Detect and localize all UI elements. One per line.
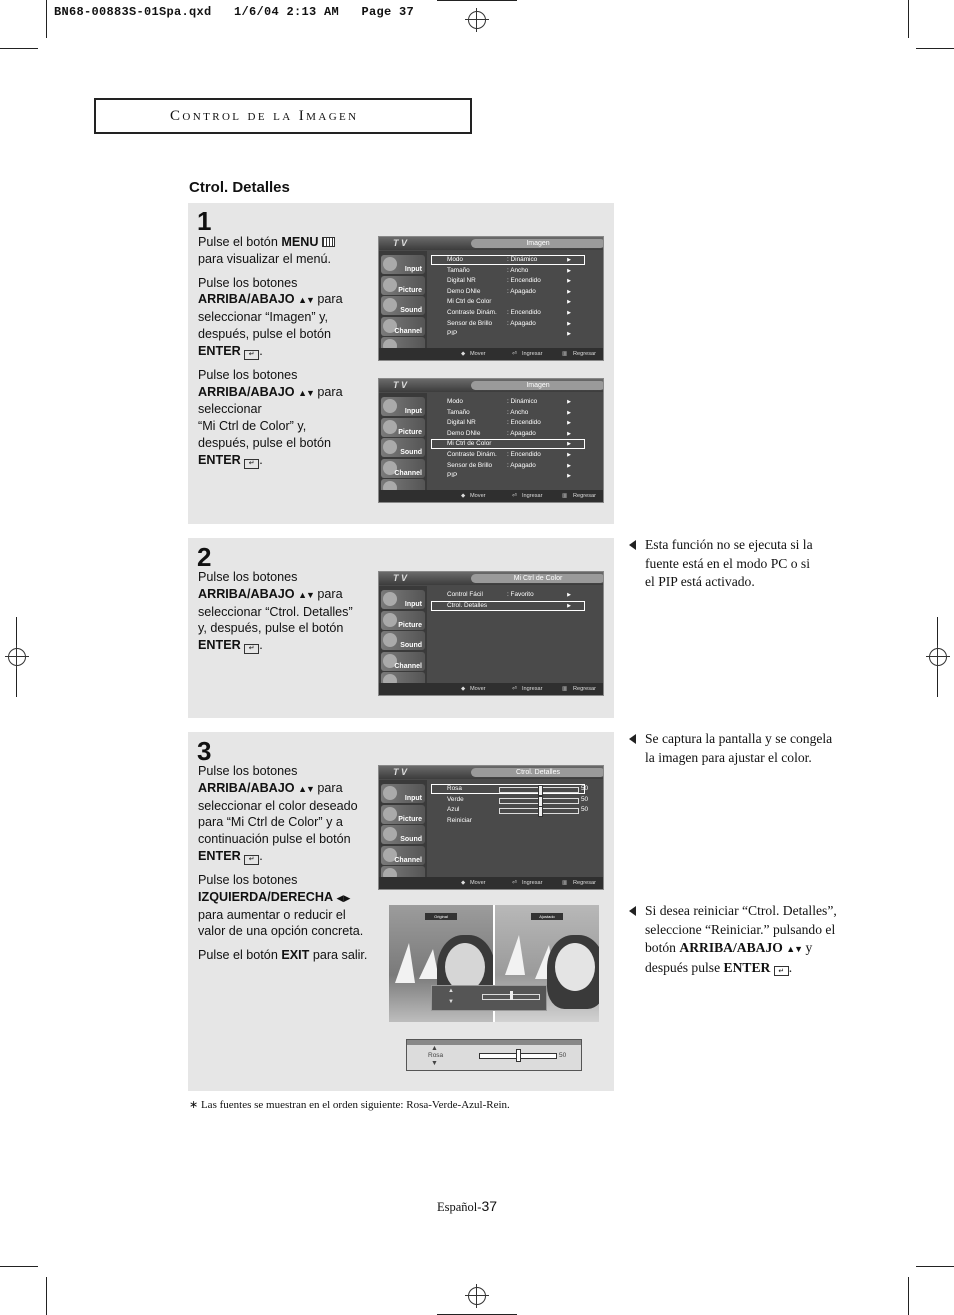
sound-icon — [383, 440, 397, 454]
tv-sidebar-item-picture[interactable]: Picture — [381, 611, 425, 630]
enter-button-icon: ↵ — [244, 644, 259, 654]
sound-icon — [383, 827, 397, 841]
registration-mark-top — [465, 8, 489, 32]
input-icon — [383, 786, 397, 800]
tv-bottom-bar: ◆ Mover ⏎ Ingresar ▥ Regresar — [379, 348, 603, 360]
sailboat-image — [419, 949, 439, 979]
chevron-right-icon: ▶ — [567, 409, 571, 416]
up-down-arrows-icon — [298, 781, 314, 795]
chevron-right-icon: ▶ — [567, 299, 571, 306]
chevron-right-icon: ▶ — [567, 267, 571, 274]
tv-sidebar — [379, 393, 427, 490]
color-slider-detail[interactable] — [406, 1039, 582, 1071]
enter-icon: ⏎ — [512, 686, 517, 692]
sound-icon — [383, 298, 397, 312]
tv-sidebar-item-input[interactable]: Input — [381, 255, 425, 274]
chapter-title: Control de la Imagen — [170, 108, 359, 124]
tv-menu-row[interactable]: Demo DNIe : Apagado ▶ — [431, 287, 585, 298]
tv-menu-row[interactable]: PIP ▶ — [431, 329, 585, 340]
sailboat-image — [395, 943, 415, 983]
tv-menu-row[interactable]: Modo : Dinámico ▶ — [431, 397, 585, 408]
tv-menu-row[interactable]: Mi Ctrl de Color ▶ — [431, 297, 585, 308]
chevron-right-icon: ▶ — [567, 278, 571, 285]
tv-screen-imagen-2 — [378, 378, 604, 503]
chevron-right-icon: ▶ — [567, 462, 571, 469]
color-slider[interactable] — [499, 787, 579, 793]
tv-menu-row[interactable]: Azul 50 — [431, 805, 585, 816]
tv-bottom-bar: ◆ Mover ⏎ Ingresar ▥ Regresar — [379, 877, 603, 889]
chevron-right-icon: ▶ — [567, 592, 571, 598]
input-icon — [383, 257, 397, 271]
return-icon: ▥ — [562, 880, 568, 886]
note-arrow-icon — [629, 734, 636, 744]
tv-sidebar-item-picture[interactable]: Picture — [381, 276, 425, 295]
tv-label: T V — [393, 573, 408, 583]
tv-sidebar — [379, 251, 427, 348]
chevron-right-icon: ▶ — [567, 420, 571, 427]
tv-menu-row[interactable]: Tamaño : Ancho ▶ — [431, 408, 585, 419]
chevron-right-icon: ▶ — [567, 451, 571, 458]
tv-sidebar-item-channel[interactable]: Channel — [381, 317, 425, 336]
menu-button-icon — [322, 237, 335, 247]
chevron-right-icon: ▶ — [567, 257, 571, 263]
tv-menu-row[interactable]: Control Fácil : Favorito ▶ — [431, 590, 585, 601]
tv-sidebar-item-channel[interactable]: Channel — [381, 459, 425, 478]
tv-sidebar — [379, 780, 427, 877]
tv-menu-row[interactable]: Demo DNIe : Apagado ▶ — [431, 429, 585, 440]
tv-label: T V — [393, 380, 408, 390]
left-right-arrows-icon: ◀▶ — [336, 892, 351, 903]
tv-screen-ctrol-detalles — [378, 765, 604, 890]
photo-overlay-slider: ▲ ▼ — [431, 985, 547, 1011]
tv-menu-title: Imagen — [471, 381, 604, 390]
tv-menu-row[interactable]: Digital NR : Encendido ▶ — [431, 276, 585, 287]
step-1-text: Pulse el botón MENU para visualizar el menú. Pulse los botones ARRIBA/ABAJO ▲▼ para seleccionar “Imagen” y, después, pulse el botón ENTER ↵ . Pulse los botones ARRIBA/ABAJO ▲▼ para seleccionar “Mi Ctrl de Color” y, después, pulse el botón ENTER ↵ . — [198, 234, 374, 469]
tv-sidebar-item-sound[interactable]: Sound — [381, 631, 425, 650]
up-down-arrows-icon — [298, 292, 314, 306]
tv-menu-row[interactable]: Reiniciar — [447, 816, 472, 824]
enter-button-icon: ↵ — [244, 459, 259, 469]
note-arrow-icon — [629, 906, 636, 916]
tv-sidebar-item-sound[interactable]: Sound — [381, 438, 425, 457]
enter-button-icon: ↵ — [244, 855, 259, 865]
picture-icon — [383, 807, 397, 821]
chevron-right-icon: ▶ — [567, 430, 571, 437]
color-slider[interactable] — [499, 808, 579, 814]
portrait-face — [555, 943, 595, 991]
tv-sidebar-item-channel[interactable]: Channel — [381, 652, 425, 671]
tv-menu-row[interactable]: Contraste Dinám. : Encendido ▶ — [431, 450, 585, 461]
tv-sidebar-item-picture[interactable]: Picture — [381, 418, 425, 437]
move-icon: ◆ — [461, 351, 466, 357]
tv-sidebar-item-input[interactable]: Input — [381, 784, 425, 803]
return-icon: ▥ — [562, 493, 568, 499]
step-3-number: 3 — [197, 736, 212, 766]
step-2-text: Pulse los botones ARRIBA/ABAJO ▲▼ para seleccionar “Ctrol. Detalles” y, después, pulse el botón ENTER ↵ . — [198, 569, 374, 654]
down-arrow-icon: ▼ — [431, 1060, 438, 1067]
chevron-right-icon: ▶ — [567, 331, 571, 338]
picture-icon — [383, 420, 397, 434]
input-icon — [383, 399, 397, 413]
slider-label: Rosa — [428, 1052, 444, 1059]
chapter-title-box — [94, 98, 472, 134]
tv-menu-list — [431, 255, 585, 340]
before-after-photo — [389, 905, 599, 1022]
tv-menu-row[interactable]: Mi Ctrl de Color ▶ — [431, 439, 585, 450]
note-2: Se captura la pantalla y se congela la imagen para ajustar el color. — [645, 730, 875, 767]
tv-sidebar-item-channel[interactable]: Channel — [381, 846, 425, 865]
chevron-right-icon: ▶ — [567, 309, 571, 316]
tv-menu-title: Mi Ctrl de Color — [471, 574, 604, 583]
tv-menu-row[interactable]: Tamaño : Ancho ▶ — [431, 266, 585, 277]
enter-button-icon: ↵ — [774, 966, 789, 976]
enter-icon: ⏎ — [512, 493, 517, 499]
tv-sidebar-item-sound[interactable]: Sound — [381, 825, 425, 844]
step-3-text: Pulse los botones ARRIBA/ABAJO ▲▼ para seleccionar el color deseado para “Mi Ctrl de Color” y a continuación pulse el botón ENTER ↵ . Pulse los botones IZQUIERDA/DERECHA ◀▶ para aumentar o reducir el valor de una opción concreta. Pulse el botón EXIT para salir. — [198, 763, 384, 964]
picture-icon — [383, 278, 397, 292]
tv-menu-row[interactable]: Modo : Dinámico ▶ — [431, 255, 585, 266]
move-icon: ◆ — [461, 880, 466, 886]
tv-menu-list — [431, 784, 589, 826]
tv-menu-row[interactable]: PIP ▶ — [431, 471, 585, 482]
note-3: Si desea reiniciar “Ctrol. Detalles”, seleccione “Reiniciar.” pulsando el botón ARRIBA/ABAJO ▲▼ y después pulse ENTER ↵ . — [645, 902, 875, 977]
registration-mark-bottom — [465, 1284, 489, 1308]
chevron-right-icon: ▶ — [567, 473, 571, 480]
photo-adjusted-label: Ajustado — [531, 913, 563, 920]
tv-menu-row[interactable]: Ctrol. Detalles ▶ — [431, 601, 585, 612]
footnote: ∗ Las fuentes se muestran en el orden siguiente: Rosa-Verde-Azul-Rein. — [189, 1099, 510, 1111]
tv-menu-list — [431, 590, 585, 611]
tv-menu-row[interactable]: Digital NR : Encendido ▶ — [431, 418, 585, 429]
step-2-number: 2 — [197, 542, 212, 572]
note-1: Esta función no se ejecuta si la fuente está en el modo PC o si el PIP está activado. — [645, 536, 875, 592]
note-arrow-icon — [629, 540, 636, 550]
tv-menu-row[interactable]: Contraste Dinám. : Encendido ▶ — [431, 308, 585, 319]
tv-bottom-bar: ◆ Mover ⏎ Ingresar ▥ Regresar — [379, 490, 603, 502]
chevron-right-icon: ▶ — [567, 288, 571, 295]
slider-value: 50 — [559, 1052, 567, 1059]
portrait-face — [445, 943, 485, 991]
print-header: BN68-00883S-01Spa.qxd 1/6/04 2:13 AM Page 37 — [54, 5, 415, 19]
enter-icon: ⏎ — [512, 880, 517, 886]
tv-menu-title: Imagen — [471, 239, 604, 248]
tv-sidebar-item-input[interactable]: Input — [381, 590, 425, 609]
registration-mark-right — [926, 645, 950, 669]
chevron-right-icon: ▶ — [567, 602, 571, 609]
sailboat-image — [505, 935, 525, 975]
tv-menu-title: Ctrol. Detalles — [471, 768, 604, 777]
section-title: Ctrol. Detalles — [189, 179, 290, 196]
tv-label: T V — [393, 767, 408, 777]
picture-icon — [383, 613, 397, 627]
return-icon: ▥ — [562, 351, 568, 357]
page-number: Español-37 — [437, 1198, 498, 1214]
enter-button-icon: ↵ — [244, 350, 259, 360]
return-icon: ▥ — [562, 686, 568, 692]
photo-original-label: Original — [425, 913, 457, 920]
sound-icon — [383, 633, 397, 647]
step-1-number: 1 — [197, 206, 212, 236]
tv-menu-row[interactable]: Sensor de Brillo : Apagado ▶ — [431, 461, 585, 472]
tv-label: T V — [393, 238, 408, 248]
up-down-arrows-icon — [298, 385, 314, 399]
tv-menu-list — [431, 397, 585, 482]
chevron-right-icon: ▶ — [567, 441, 571, 448]
tv-sidebar-item-input[interactable]: Input — [381, 397, 425, 416]
tv-bottom-bar: ◆ Mover ⏎ Ingresar ▥ Regresar — [379, 683, 603, 695]
tv-screen-imagen-1 — [378, 236, 604, 361]
up-down-arrows-icon — [298, 587, 314, 601]
registration-mark-left — [5, 645, 29, 669]
tv-screen-mi-ctrl-color — [378, 571, 604, 696]
tv-sidebar-item-sound[interactable]: Sound — [381, 296, 425, 315]
up-arrow-icon: ▲ — [431, 1045, 438, 1052]
input-icon — [383, 592, 397, 606]
color-slider[interactable] — [499, 798, 579, 804]
up-down-arrows-icon — [786, 940, 802, 955]
move-icon: ◆ — [461, 493, 466, 499]
tv-sidebar-item-picture[interactable]: Picture — [381, 805, 425, 824]
tv-menu-row[interactable]: Sensor de Brillo : Apagado ▶ — [431, 319, 585, 330]
slider-thumb[interactable] — [516, 1049, 521, 1062]
move-icon: ◆ — [461, 686, 466, 692]
tv-sidebar — [379, 586, 427, 683]
chevron-right-icon: ▶ — [567, 399, 571, 405]
tv-menu-row[interactable]: Rosa 50 — [431, 784, 585, 795]
tv-menu-row[interactable]: Verde 50 — [431, 795, 585, 806]
enter-icon: ⏎ — [512, 351, 517, 357]
chevron-right-icon: ▶ — [567, 320, 571, 327]
